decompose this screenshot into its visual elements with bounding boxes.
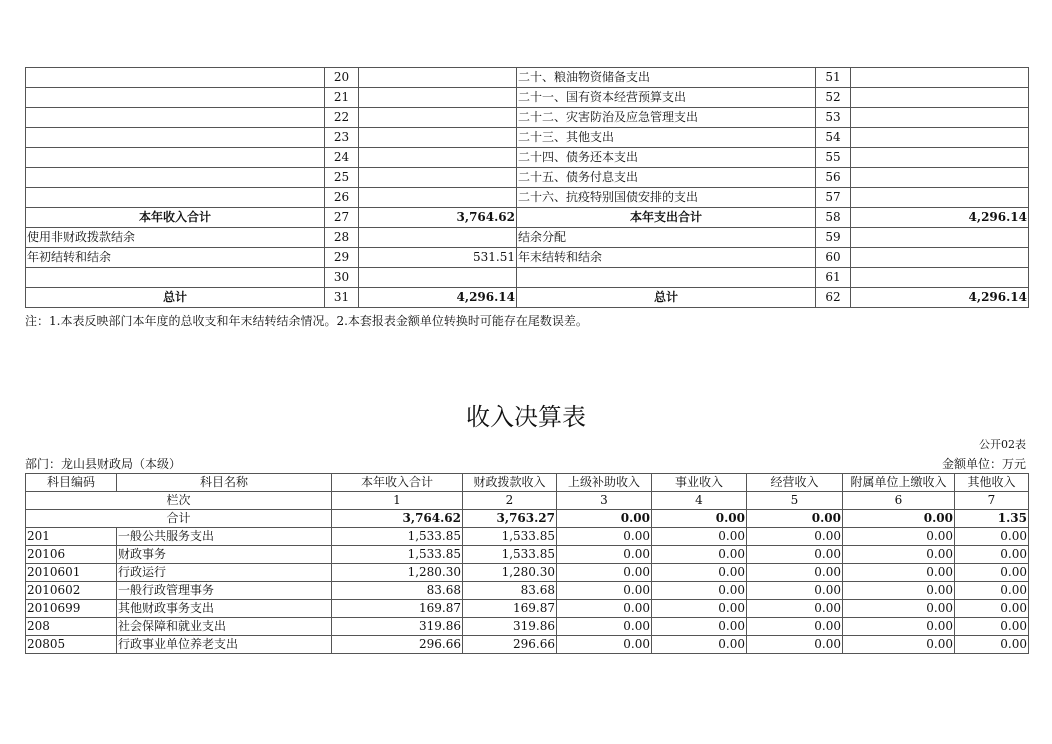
amount-cell: 0.00 bbox=[652, 528, 747, 546]
income-item-name bbox=[26, 188, 325, 208]
amount-cell: 0.00 bbox=[747, 636, 843, 654]
amount-cell: 0.00 bbox=[747, 528, 843, 546]
total-amount: 0.00 bbox=[747, 510, 843, 528]
table-row bbox=[26, 564, 1029, 582]
expense-item-name: 总计 bbox=[517, 288, 816, 308]
amount-cell: 0.00 bbox=[955, 618, 1029, 636]
expense-line-number: 51 bbox=[816, 68, 851, 88]
amount-cell: 169.87 bbox=[463, 600, 557, 618]
income-line-number: 22 bbox=[325, 108, 359, 128]
expense-amount bbox=[851, 228, 1029, 248]
total-row bbox=[26, 510, 1029, 528]
table-row bbox=[26, 600, 1029, 618]
income-line-number: 26 bbox=[325, 188, 359, 208]
subject-name: 一般公共服务支出 bbox=[117, 528, 332, 546]
expense-amount bbox=[851, 108, 1029, 128]
income-final-accounts-table bbox=[25, 473, 1029, 654]
amount-cell: 0.00 bbox=[843, 618, 955, 636]
total-amount: 0.00 bbox=[843, 510, 955, 528]
income-amount bbox=[359, 228, 517, 248]
column-header: 科目编码 bbox=[26, 474, 117, 492]
column-header: 上级补助收入 bbox=[557, 474, 652, 492]
expense-item-name: 二十六、抗疫特别国债安排的支出 bbox=[517, 188, 816, 208]
amount-cell: 0.00 bbox=[652, 564, 747, 582]
amount-cell: 0.00 bbox=[747, 564, 843, 582]
column-header: 其他收入 bbox=[955, 474, 1029, 492]
amount-cell: 0.00 bbox=[557, 600, 652, 618]
amount-cell: 0.00 bbox=[652, 600, 747, 618]
table-row bbox=[26, 228, 1029, 248]
subject-name: 行政运行 bbox=[117, 564, 332, 582]
table-row bbox=[26, 88, 1029, 108]
expense-item-name: 二十三、其他支出 bbox=[517, 128, 816, 148]
income-amount bbox=[359, 268, 517, 288]
table-row bbox=[26, 208, 1029, 228]
column-number: 5 bbox=[747, 492, 843, 510]
table-row bbox=[26, 188, 1029, 208]
amount-cell: 1,533.85 bbox=[463, 546, 557, 564]
revenue-expenditure-summary-table bbox=[25, 67, 1029, 308]
amount-cell: 0.00 bbox=[955, 600, 1029, 618]
column-number: 1 bbox=[332, 492, 463, 510]
subject-name: 一般行政管理事务 bbox=[117, 582, 332, 600]
amount-cell: 0.00 bbox=[843, 564, 955, 582]
income-item-name bbox=[26, 88, 325, 108]
income-line-number: 27 bbox=[325, 208, 359, 228]
expense-line-number: 61 bbox=[816, 268, 851, 288]
amount-cell: 0.00 bbox=[652, 582, 747, 600]
table-row bbox=[26, 636, 1029, 654]
income-amount: 4,296.14 bbox=[359, 288, 517, 308]
amount-cell: 0.00 bbox=[747, 600, 843, 618]
income-amount bbox=[359, 128, 517, 148]
column-header: 事业收入 bbox=[652, 474, 747, 492]
table-row bbox=[26, 288, 1029, 308]
expense-amount: 4,296.14 bbox=[851, 208, 1029, 228]
income-amount: 531.51 bbox=[359, 248, 517, 268]
total-amount: 3,764.62 bbox=[332, 510, 463, 528]
department-label: 部门：龙山县财政局（本级） bbox=[25, 457, 182, 471]
subject-code: 2010699 bbox=[26, 600, 117, 618]
income-line-number: 28 bbox=[325, 228, 359, 248]
subject-name: 财政事务 bbox=[117, 546, 332, 564]
amount-cell: 296.66 bbox=[332, 636, 463, 654]
column-header: 科目名称 bbox=[117, 474, 332, 492]
form-code: 公开02表 bbox=[979, 438, 1026, 451]
amount-cell: 0.00 bbox=[557, 564, 652, 582]
amount-cell: 0.00 bbox=[955, 582, 1029, 600]
expense-amount bbox=[851, 168, 1029, 188]
expense-item-name bbox=[517, 268, 816, 288]
income-line-number: 25 bbox=[325, 168, 359, 188]
income-item-name bbox=[26, 68, 325, 88]
expense-item-name: 二十四、债务还本支出 bbox=[517, 148, 816, 168]
income-line-number: 20 bbox=[325, 68, 359, 88]
income-amount bbox=[359, 148, 517, 168]
amount-cell: 0.00 bbox=[843, 546, 955, 564]
amount-cell: 296.66 bbox=[463, 636, 557, 654]
amount-cell: 0.00 bbox=[843, 636, 955, 654]
amount-cell: 319.86 bbox=[332, 618, 463, 636]
income-item-name bbox=[26, 148, 325, 168]
amount-cell: 0.00 bbox=[843, 582, 955, 600]
expense-line-number: 56 bbox=[816, 168, 851, 188]
expense-amount bbox=[851, 68, 1029, 88]
expense-item-name: 二十五、债务付息支出 bbox=[517, 168, 816, 188]
subject-code: 2010601 bbox=[26, 564, 117, 582]
expense-line-number: 54 bbox=[816, 128, 851, 148]
amount-cell: 0.00 bbox=[843, 528, 955, 546]
amount-cell: 1,533.85 bbox=[332, 546, 463, 564]
expense-amount bbox=[851, 148, 1029, 168]
income-amount bbox=[359, 68, 517, 88]
total-amount: 3,763.27 bbox=[463, 510, 557, 528]
amount-cell: 0.00 bbox=[747, 546, 843, 564]
column-number: 2 bbox=[463, 492, 557, 510]
amount-cell: 0.00 bbox=[557, 618, 652, 636]
expense-amount: 4,296.14 bbox=[851, 288, 1029, 308]
expense-line-number: 59 bbox=[816, 228, 851, 248]
amount-cell: 1,280.30 bbox=[463, 564, 557, 582]
total-amount: 0.00 bbox=[652, 510, 747, 528]
amount-cell: 83.68 bbox=[332, 582, 463, 600]
amount-cell: 0.00 bbox=[557, 528, 652, 546]
expense-line-number: 57 bbox=[816, 188, 851, 208]
table-row bbox=[26, 268, 1029, 288]
expense-item-name: 二十一、国有资本经营预算支出 bbox=[517, 88, 816, 108]
expense-item-name: 二十二、灾害防治及应急管理支出 bbox=[517, 108, 816, 128]
income-amount bbox=[359, 88, 517, 108]
expense-amount bbox=[851, 268, 1029, 288]
amount-cell: 0.00 bbox=[652, 636, 747, 654]
amount-cell: 83.68 bbox=[463, 582, 557, 600]
column-header: 附属单位上缴收入 bbox=[843, 474, 955, 492]
column-number-row bbox=[26, 492, 1029, 510]
income-item-name: 本年收入合计 bbox=[26, 208, 325, 228]
income-amount: 3,764.62 bbox=[359, 208, 517, 228]
income-line-number: 31 bbox=[325, 288, 359, 308]
income-item-name: 年初结转和结余 bbox=[26, 248, 325, 268]
amount-cell: 0.00 bbox=[557, 636, 652, 654]
expense-line-number: 53 bbox=[816, 108, 851, 128]
table-row bbox=[26, 546, 1029, 564]
income-line-number: 23 bbox=[325, 128, 359, 148]
income-amount bbox=[359, 188, 517, 208]
amount-cell: 0.00 bbox=[747, 582, 843, 600]
expense-item-name: 结余分配 bbox=[517, 228, 816, 248]
subject-code: 201 bbox=[26, 528, 117, 546]
expense-amount bbox=[851, 188, 1029, 208]
amount-cell: 0.00 bbox=[843, 600, 955, 618]
table-row bbox=[26, 528, 1029, 546]
table-footnote: 注：1.本表反映部门本年度的总收支和年末结转结余情况。2.本套报表金额单位转换时可能存在尾数误差。 bbox=[25, 314, 588, 328]
table-row bbox=[26, 148, 1029, 168]
column-number: 7 bbox=[955, 492, 1029, 510]
page-title: 收入决算表 bbox=[466, 403, 586, 431]
table-row bbox=[26, 582, 1029, 600]
income-line-number: 24 bbox=[325, 148, 359, 168]
expense-item-name: 二十、粮油物资储备支出 bbox=[517, 68, 816, 88]
income-amount bbox=[359, 168, 517, 188]
expense-amount bbox=[851, 248, 1029, 268]
income-line-number: 30 bbox=[325, 268, 359, 288]
income-item-name: 使用非财政拨款结余 bbox=[26, 228, 325, 248]
table-row bbox=[26, 618, 1029, 636]
header-row bbox=[26, 474, 1029, 492]
column-number: 6 bbox=[843, 492, 955, 510]
subject-name: 社会保障和就业支出 bbox=[117, 618, 332, 636]
table-row bbox=[26, 168, 1029, 188]
subject-name: 其他财政事务支出 bbox=[117, 600, 332, 618]
income-item-name bbox=[26, 168, 325, 188]
income-item-name: 总计 bbox=[26, 288, 325, 308]
total-amount: 0.00 bbox=[557, 510, 652, 528]
expense-line-number: 52 bbox=[816, 88, 851, 108]
table-row bbox=[26, 68, 1029, 88]
expense-line-number: 60 bbox=[816, 248, 851, 268]
income-item-name bbox=[26, 268, 325, 288]
income-line-number: 21 bbox=[325, 88, 359, 108]
amount-cell: 1,533.85 bbox=[463, 528, 557, 546]
amount-cell: 0.00 bbox=[557, 546, 652, 564]
column-header: 财政拨款收入 bbox=[463, 474, 557, 492]
expense-item-name: 本年支出合计 bbox=[517, 208, 816, 228]
income-item-name bbox=[26, 108, 325, 128]
amount-cell: 169.87 bbox=[332, 600, 463, 618]
expense-amount bbox=[851, 88, 1029, 108]
column-number-label: 栏次 bbox=[26, 492, 332, 510]
amount-cell: 0.00 bbox=[747, 618, 843, 636]
expense-line-number: 62 bbox=[816, 288, 851, 308]
amount-cell: 0.00 bbox=[652, 618, 747, 636]
subject-name: 行政事业单位养老支出 bbox=[117, 636, 332, 654]
amount-cell: 0.00 bbox=[557, 582, 652, 600]
column-number: 3 bbox=[557, 492, 652, 510]
expense-item-name: 年末结转和结余 bbox=[517, 248, 816, 268]
total-amount: 1.35 bbox=[955, 510, 1029, 528]
income-amount bbox=[359, 108, 517, 128]
total-label: 合计 bbox=[26, 510, 332, 528]
expense-line-number: 58 bbox=[816, 208, 851, 228]
table-row bbox=[26, 248, 1029, 268]
column-header: 本年收入合计 bbox=[332, 474, 463, 492]
amount-cell: 0.00 bbox=[955, 564, 1029, 582]
amount-unit-label: 金额单位：万元 bbox=[941, 457, 1026, 471]
subject-code: 2010602 bbox=[26, 582, 117, 600]
amount-cell: 0.00 bbox=[955, 528, 1029, 546]
subject-code: 208 bbox=[26, 618, 117, 636]
expense-line-number: 55 bbox=[816, 148, 851, 168]
amount-cell: 0.00 bbox=[652, 546, 747, 564]
table-row bbox=[26, 128, 1029, 148]
income-item-name bbox=[26, 128, 325, 148]
amount-cell: 1,280.30 bbox=[332, 564, 463, 582]
amount-cell: 319.86 bbox=[463, 618, 557, 636]
subject-code: 20106 bbox=[26, 546, 117, 564]
column-number: 4 bbox=[652, 492, 747, 510]
subject-code: 20805 bbox=[26, 636, 117, 654]
column-header: 经营收入 bbox=[747, 474, 843, 492]
table-row bbox=[26, 108, 1029, 128]
income-line-number: 29 bbox=[325, 248, 359, 268]
amount-cell: 1,533.85 bbox=[332, 528, 463, 546]
amount-cell: 0.00 bbox=[955, 546, 1029, 564]
expense-amount bbox=[851, 128, 1029, 148]
amount-cell: 0.00 bbox=[955, 636, 1029, 654]
